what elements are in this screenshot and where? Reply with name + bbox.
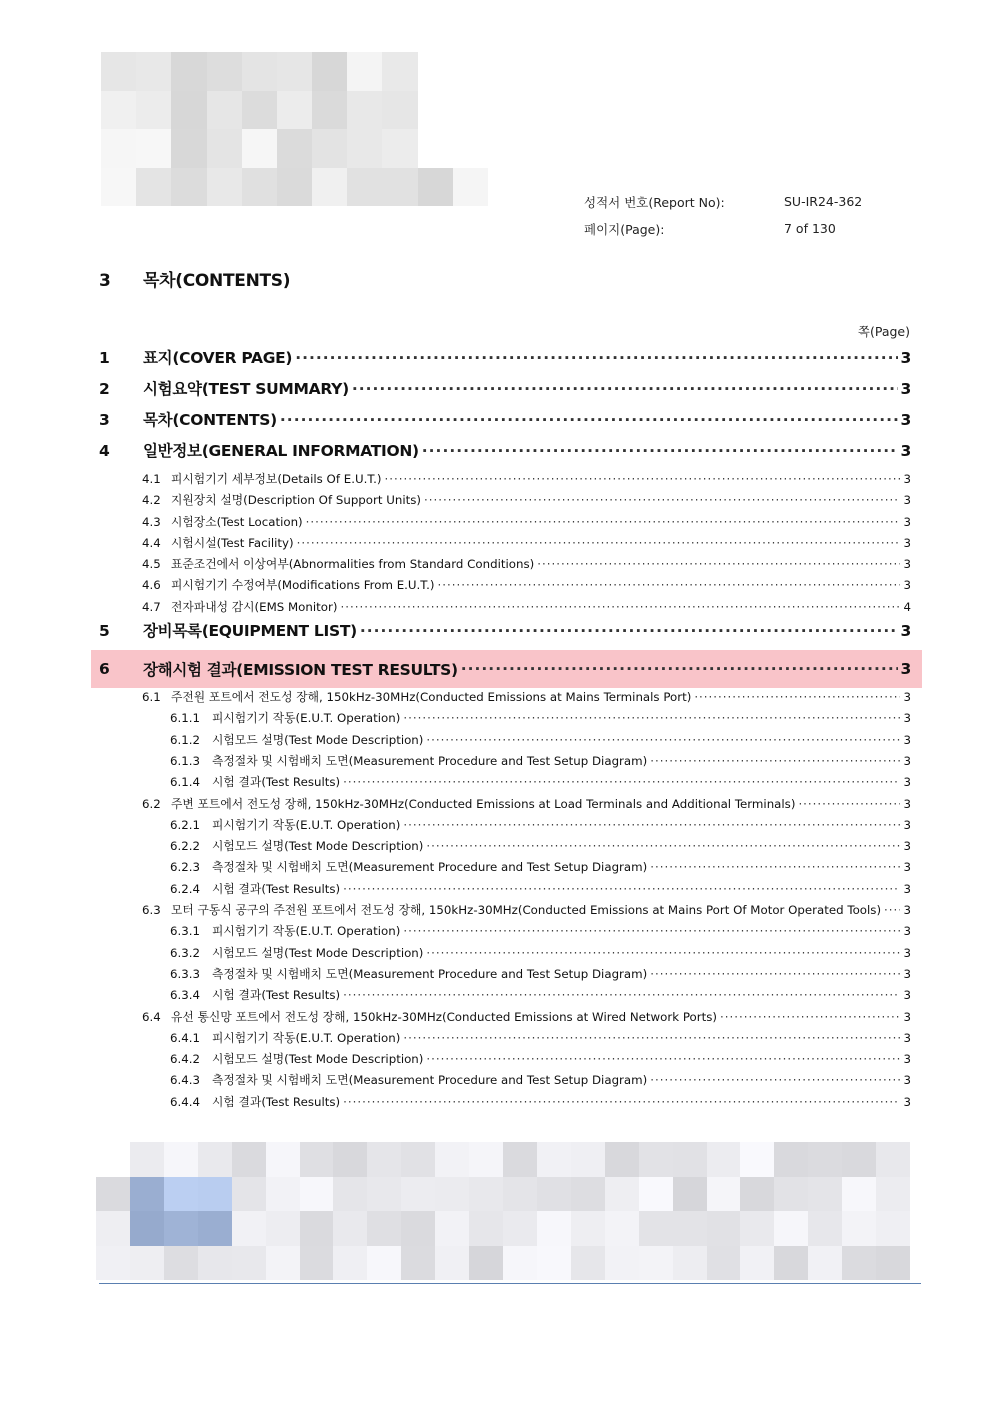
toc-entry[interactable]: [99, 470, 911, 491]
toc-entry-title: 주전원 포트에서 전도성 장해, 150kHz-30MHz(Conducted Emissions at Mains Terminals Port): [171, 690, 692, 705]
toc-dot-leader: [385, 472, 901, 486]
toc-entry[interactable]: [99, 986, 911, 1007]
toc-entry-title: 피시험기기 작동(E.U.T. Operation): [212, 817, 401, 832]
toc-entry-page: 3: [903, 796, 911, 811]
toc-entry-number: 6.4.4: [170, 1094, 201, 1109]
toc-entry-title: 측정절차 및 시험배치 도면(Measurement Procedure and Test Setup Diagram): [212, 1073, 648, 1088]
toc-entry-title: 일반정보(GENERAL INFORMATION): [143, 442, 419, 460]
toc-dot-leader: [426, 839, 900, 853]
toc-entry-page: 3: [903, 557, 911, 572]
toc-entry-page: 3: [900, 660, 911, 679]
page-number-label: 페이지(Page):: [584, 221, 665, 237]
toc-entry-number: 1: [99, 349, 110, 367]
toc-dot-leader: [422, 442, 898, 460]
toc-entry-title: 목차(CONTENTS): [143, 411, 277, 429]
toc-entry[interactable]: [99, 598, 911, 619]
toc-entry-number: 6.2.2: [170, 839, 201, 854]
toc-entry-page: 3: [903, 578, 911, 593]
toc-entry-page: 3: [903, 966, 911, 981]
toc-entry-page: 3: [903, 945, 911, 960]
toc-entry-title: 시험모드 설명(Test Mode Description): [212, 839, 424, 854]
toc-entry-title: 시험장소(Test Location): [171, 514, 303, 529]
toc-dot-leader: [720, 1010, 901, 1024]
toc-entry[interactable]: [99, 965, 911, 986]
toc-dot-leader: [306, 515, 901, 529]
toc-entry[interactable]: [99, 619, 911, 650]
toc-entry[interactable]: [99, 491, 911, 512]
toc-entry-page: 3: [903, 817, 911, 832]
toc-dot-leader: [360, 622, 898, 640]
toc-entry-page: 3: [903, 775, 911, 790]
toc-entry-page: 3: [900, 411, 911, 429]
toc-dot-leader: [537, 557, 900, 571]
table-of-contents: [99, 346, 911, 1114]
toc-entry-page: 3: [903, 988, 911, 1003]
toc-dot-leader: [650, 860, 900, 874]
toc-entry-page: 4: [903, 599, 911, 614]
toc-entry-page: 3: [903, 514, 911, 529]
toc-entry-page: 3: [903, 839, 911, 854]
toc-dot-leader: [426, 1052, 900, 1066]
toc-entry-title: 유선 통신망 포트에서 전도성 장해, 150kHz-30MHz(Conducted Emissions at Wired Network Ports): [171, 1009, 717, 1024]
toc-dot-leader: [884, 903, 900, 917]
toc-entry[interactable]: [99, 752, 911, 773]
toc-dot-leader: [650, 967, 900, 981]
toc-entry-page: 3: [903, 1094, 911, 1109]
toc-dot-leader: [461, 660, 898, 678]
toc-dot-leader: [343, 988, 900, 1002]
report-number-row: [584, 188, 862, 215]
toc-entry-title: 지원장치 설명(Description Of Support Units): [171, 493, 421, 508]
toc-entry-title: 주변 포트에서 전도성 장해, 150kHz-30MHz(Conducted Emissions at Load Terminals and Additional Terminals): [171, 796, 796, 811]
toc-entry[interactable]: [91, 650, 922, 688]
section-title: 목차(CONTENTS): [143, 271, 291, 291]
toc-entry-page: 3: [903, 1052, 911, 1067]
toc-entry-title: 모터 구동식 공구의 주전원 포트에서 전도성 장해, 150kHz-30MHz(Conducted Emissions at Mains Port Of Motor Operated Tools): [171, 903, 882, 918]
toc-entry[interactable]: [99, 555, 911, 576]
toc-dot-leader: [297, 536, 901, 550]
toc-dot-leader: [798, 797, 900, 811]
toc-entry-number: 6.2.4: [170, 881, 201, 896]
toc-entry-title: 시험 결과(Test Results): [212, 881, 341, 896]
toc-entry[interactable]: [99, 576, 911, 597]
toc-entry-title: 시험요약(TEST SUMMARY): [143, 380, 349, 398]
toc-dot-leader: [650, 1073, 900, 1087]
toc-entry[interactable]: [99, 688, 911, 709]
toc-entry-number: 6.2.1: [170, 817, 201, 832]
toc-entry-title: 측정절차 및 시험배치 도면(Measurement Procedure and Test Setup Diagram): [212, 860, 648, 875]
toc-entry-page: 3: [900, 349, 911, 367]
toc-entry-page: 3: [903, 732, 911, 747]
toc-entry-number: 4.2: [142, 493, 161, 508]
toc-entry[interactable]: [99, 408, 911, 439]
toc-dot-leader: [343, 775, 900, 789]
toc-dot-leader: [343, 882, 900, 896]
toc-entry-number: 6: [99, 660, 110, 679]
toc-entry[interactable]: [99, 944, 911, 965]
toc-entry[interactable]: [99, 346, 911, 377]
toc-entry[interactable]: [99, 377, 911, 408]
toc-entry[interactable]: [99, 901, 911, 922]
toc-entry-number: 6.3.3: [170, 966, 201, 981]
report-info: [584, 188, 862, 242]
toc-entry-number: 4.6: [142, 578, 161, 593]
toc-entry-title: 피시험기기 작동(E.U.T. Operation): [212, 924, 401, 939]
page-column-label: 쪽(Page): [857, 324, 910, 339]
toc-entry[interactable]: [99, 709, 911, 730]
toc-dot-leader: [340, 600, 900, 614]
toc-entry-number: 3: [99, 411, 110, 429]
toc-entry-title: 시험모드 설명(Test Mode Description): [212, 945, 424, 960]
toc-entry-number: 4.7: [142, 599, 161, 614]
toc-entry-page: 3: [903, 860, 911, 875]
toc-entry-page: 3: [903, 1073, 911, 1088]
redacted-footer-block: [96, 1142, 910, 1280]
toc-entry-number: 6.1.3: [170, 753, 201, 768]
toc-entry-title: 시험시설(Test Facility): [171, 535, 294, 550]
toc-entry-number: 6.1.4: [170, 775, 201, 790]
toc-entry-title: 측정절차 및 시험배치 도면(Measurement Procedure and Test Setup Diagram): [212, 966, 648, 981]
report-number-value: SU-IR24-362: [784, 194, 863, 209]
toc-entry-number: 6.3.4: [170, 988, 201, 1003]
toc-entry[interactable]: [99, 880, 911, 901]
toc-entry-page: 3: [903, 881, 911, 896]
toc-entry-page: 3: [903, 493, 911, 508]
toc-entry[interactable]: [99, 513, 911, 534]
toc-entry[interactable]: [99, 731, 911, 752]
toc-entry-number: 6.1.1: [170, 711, 201, 726]
toc-dot-leader: [403, 924, 900, 938]
toc-entry-page: 3: [903, 1009, 911, 1024]
toc-entry-number: 4.4: [142, 535, 161, 550]
toc-entry-page: 3: [900, 442, 911, 460]
toc-entry-number: 6.4.2: [170, 1052, 201, 1067]
toc-entry-title: 시험 결과(Test Results): [212, 1094, 341, 1109]
toc-dot-leader: [403, 818, 900, 832]
toc-entry-number: 6.3: [142, 903, 161, 918]
toc-entry[interactable]: [99, 837, 911, 858]
toc-entry-title: 장해시험 결과(EMISSION TEST RESULTS): [143, 661, 458, 680]
toc-entry-title: 표준조건에서 이상여부(Abnormalities from Standard Conditions): [171, 557, 535, 572]
section-number: 3: [99, 271, 111, 291]
toc-entry-title: 시험 결과(Test Results): [212, 988, 341, 1003]
toc-entry[interactable]: [99, 1093, 911, 1114]
toc-entry-page: 3: [900, 622, 911, 641]
toc-entry-title: 표지(COVER PAGE): [143, 349, 293, 367]
toc-entry-title: 장비목록(EQUIPMENT LIST): [143, 622, 357, 641]
toc-entry[interactable]: [99, 1029, 911, 1050]
toc-entry-number: 2: [99, 380, 110, 398]
toc-entry-title: 피시험기기 작동(E.U.T. Operation): [212, 711, 401, 726]
toc-entry[interactable]: [99, 816, 911, 837]
toc-entry-title: 시험모드 설명(Test Mode Description): [212, 1052, 424, 1067]
toc-entry[interactable]: [99, 922, 911, 943]
toc-entry-page: 3: [903, 753, 911, 768]
toc-entry-number: 6.2: [142, 796, 161, 811]
toc-dot-leader: [437, 578, 900, 592]
toc-entry-title: 전자파내성 감시(EMS Monitor): [171, 599, 338, 614]
toc-entry[interactable]: [99, 1008, 911, 1029]
report-number-label: 성적서 번호(Report No):: [584, 194, 725, 210]
toc-dot-leader: [650, 754, 900, 768]
page-number-row: [584, 215, 862, 242]
footer-rule: [99, 1283, 921, 1284]
toc-entry[interactable]: [99, 773, 911, 794]
toc-entry-number: 6.1: [142, 690, 161, 705]
toc-entry-page: 3: [903, 711, 911, 726]
toc-entry[interactable]: [99, 1071, 911, 1092]
toc-entry-number: 6.4.3: [170, 1073, 201, 1088]
toc-entry-page: 3: [903, 903, 911, 918]
toc-entry-number: 6.1.2: [170, 732, 201, 747]
toc-entry-title: 피시험기기 세부정보(Details Of E.U.T.): [171, 472, 382, 486]
toc-dot-leader: [343, 1095, 900, 1109]
toc-entry-title: 측정절차 및 시험배치 도면(Measurement Procedure and Test Setup Diagram): [212, 753, 648, 768]
toc-entry[interactable]: [99, 439, 911, 470]
toc-dot-leader: [424, 493, 900, 507]
toc-entry-number: 4.3: [142, 514, 161, 529]
toc-entry-title: 시험모드 설명(Test Mode Description): [212, 732, 424, 747]
toc-entry-title: 피시험기기 수정여부(Modifications From E.U.T.): [171, 578, 435, 593]
toc-entry[interactable]: [99, 795, 911, 816]
toc-entry-title: 피시험기기 작동(E.U.T. Operation): [212, 1030, 401, 1045]
toc-dot-leader: [403, 711, 900, 725]
toc-entry-number: 4: [99, 442, 110, 460]
toc-dot-leader: [426, 733, 900, 747]
toc-entry-title: 시험 결과(Test Results): [212, 775, 341, 790]
redacted-logo-top: [101, 52, 488, 206]
toc-entry-number: 6.3.2: [170, 945, 201, 960]
toc-entry[interactable]: [99, 1050, 911, 1071]
toc-dot-leader: [403, 1031, 900, 1045]
toc-entry-number: 4.5: [142, 557, 161, 572]
toc-dot-leader: [295, 349, 897, 367]
page-number-value: 7 of 130: [784, 221, 836, 236]
toc-dot-leader: [426, 946, 900, 960]
toc-entry[interactable]: [99, 858, 911, 879]
section-heading: [99, 266, 290, 291]
toc-entry-number: 6.2.3: [170, 860, 201, 875]
toc-entry-number: 6.4: [142, 1009, 161, 1024]
toc-entry-page: 3: [900, 380, 911, 398]
toc-entry-page: 3: [903, 1030, 911, 1045]
toc-entry-number: 4.1: [142, 472, 161, 486]
toc-entry-number: 6.3.1: [170, 924, 201, 939]
toc-entry-page: 3: [903, 472, 911, 486]
toc-entry[interactable]: [99, 534, 911, 555]
toc-dot-leader: [352, 380, 898, 398]
toc-dot-leader: [280, 411, 898, 429]
toc-dot-leader: [694, 690, 900, 704]
toc-entry-number: 5: [99, 622, 110, 641]
toc-entry-page: 3: [903, 690, 911, 705]
toc-entry-page: 3: [903, 535, 911, 550]
toc-entry-page: 3: [903, 924, 911, 939]
toc-entry-number: 6.4.1: [170, 1030, 201, 1045]
